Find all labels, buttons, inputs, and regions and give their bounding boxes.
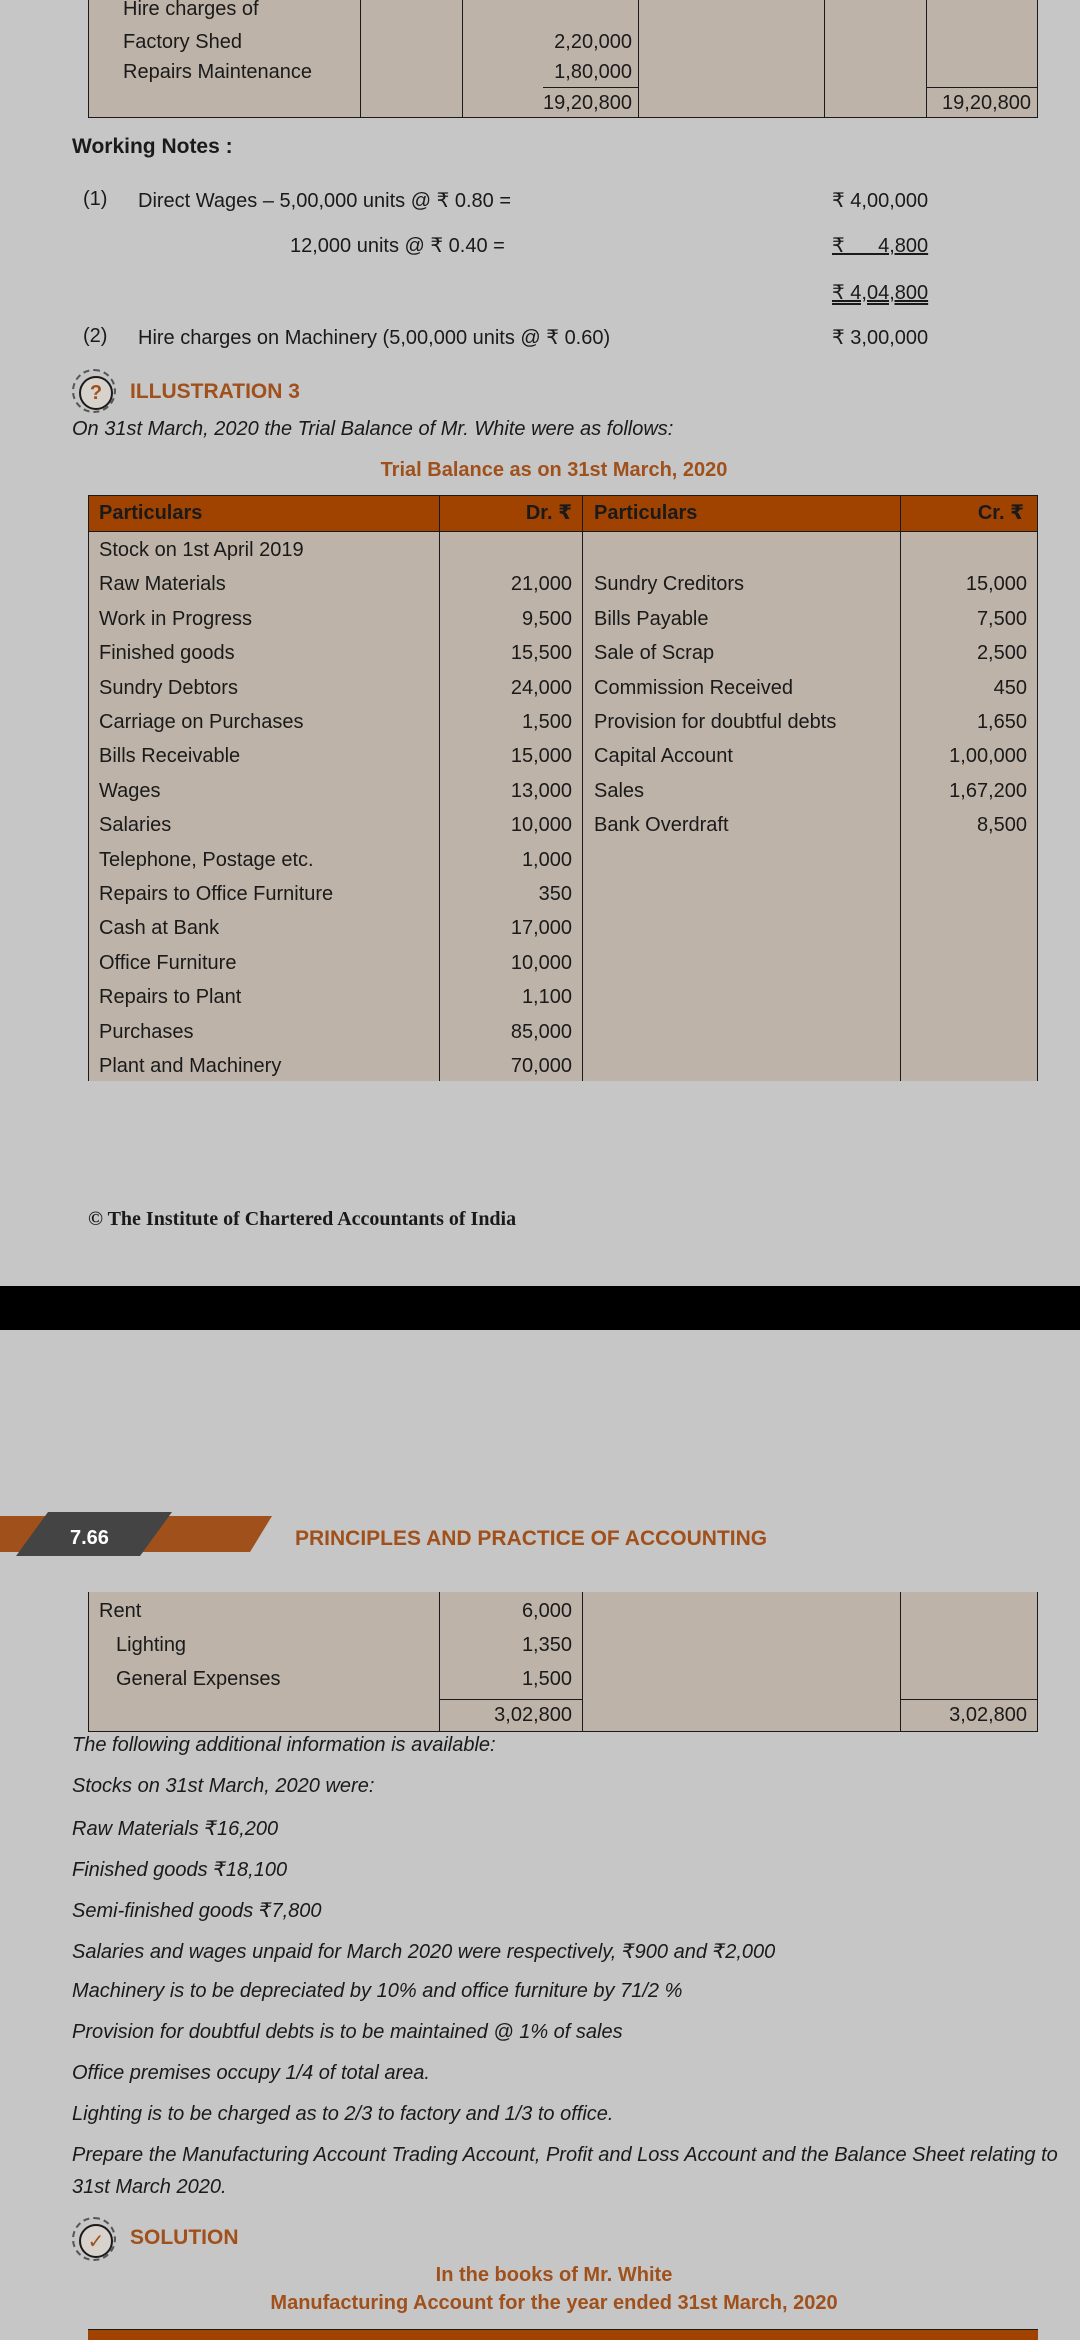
trial-balance-row-label: Provision for doubtful debts <box>594 711 837 733</box>
top-table-row: Repairs Maintenance <box>123 61 312 83</box>
trial-balance-row-label: Bills Payable <box>594 607 709 630</box>
trial-balance-row-label: Sundry Debtors <box>99 676 238 699</box>
info-line: Office premises occupy 1/4 of total area. <box>72 2062 430 2084</box>
trial-balance-row-amount: 10,000 <box>510 951 572 974</box>
info-line: Raw Materials ₹16,200 <box>72 1818 279 1840</box>
illustration-label: ILLUSTRATION 3 <box>130 380 300 403</box>
top-table-row: Factory Shed <box>123 31 242 53</box>
trial-balance-total-cr: 3,02,800 <box>949 1704 1027 1726</box>
top-table-total-cr: 19,20,800 <box>942 92 1031 114</box>
trial-balance-row-amount: 9,500 <box>521 607 572 630</box>
trial-balance-row-amount: 24,000 <box>510 676 572 699</box>
next-table-header <box>88 2330 1038 2340</box>
trial-balance-row-label: Bank Overdraft <box>594 814 729 837</box>
trial-balance-row-label: Sale of Scrap <box>594 642 715 665</box>
trial-balance-row-label: Cash at Bank <box>99 917 220 940</box>
trial-balance-row-label: Wages <box>99 779 161 802</box>
top-table-amount: 1,80,000 <box>554 61 632 83</box>
trial-balance-row-label: Telephone, Postage etc. <box>99 848 314 871</box>
note-text: Direct Wages – 5,00,000 units @ ₹ 0.80 = <box>138 190 512 212</box>
header-dr: Dr. ₹ <box>525 502 572 524</box>
trial-balance-row-amount: 15,000 <box>965 573 1027 596</box>
question-icon: ? <box>79 376 113 410</box>
working-notes-heading: Working Notes : <box>72 135 233 158</box>
trial-balance-row-amount: 1,500 <box>521 711 572 733</box>
trial-balance-row-amount: 17,000 <box>510 917 572 940</box>
trial-balance-row-amount: 15,500 <box>510 642 572 665</box>
solution-label: SOLUTION <box>130 2226 239 2249</box>
info-line: Semi-finished goods ₹7,800 <box>72 1900 322 1922</box>
page-number: 7.66 <box>70 1527 109 1549</box>
note-total: ₹ 4,04,800 <box>832 282 929 304</box>
check-icon: ✓ <box>79 2224 113 2258</box>
trial-balance-row-label: Sales <box>594 779 645 802</box>
trial-balance-row-amount: 85,000 <box>510 1020 572 1043</box>
header-cr: Cr. ₹ <box>977 502 1024 524</box>
info-line: Lighting is to be charged as to 2/3 to factory and 1/3 to office. <box>72 2103 614 2125</box>
top-table-row: Hire charges of <box>123 0 259 20</box>
trial-balance-total-dr: 3,02,800 <box>494 1704 572 1726</box>
trial-balance-row-label: Office Furniture <box>99 951 237 974</box>
account-title: Manufacturing Account for the year ended 31st March, 2020 <box>270 2292 838 2314</box>
info-line: Salaries and wages unpaid for March 2020 were respectively, ₹900 and ₹2,000 <box>72 1941 776 1963</box>
info-line: Prepare the Manufacturing Account Trading Account, Profit and Loss Account and the Balance Sheet relating to <box>72 2144 1058 2166</box>
trial-balance-row-label: Repairs to Office Furniture <box>99 883 334 905</box>
page-header-band <box>0 1508 280 1556</box>
trial-balance-row-amount: 15,000 <box>510 745 572 768</box>
info-line: Provision for doubtful debts is to be maintained @ 1% of sales <box>72 2021 623 2043</box>
trial-balance-row-amount: 2,500 <box>976 642 1027 665</box>
books-title: In the books of Mr. White <box>435 2264 673 2286</box>
trial-balance-row-amount: 1,000 <box>521 848 572 871</box>
header-particulars-cr: Particulars <box>594 502 698 524</box>
trial-balance-row-amount: 8,500 <box>976 814 1027 837</box>
top-table-amount: 2,20,000 <box>554 31 632 53</box>
trial-balance-row-label: Sundry Creditors <box>594 573 745 596</box>
trial-balance-row-label: Bills Receivable <box>99 745 241 768</box>
trial-balance-row-label: Stock on 1st April 2019 <box>99 539 304 561</box>
trial-balance-row-label: Carriage on Purchases <box>99 711 304 733</box>
trial-balance-row-amount: 1,350 <box>521 1634 572 1656</box>
note-amount: ₹ 4,00,000 <box>832 190 929 212</box>
trial-balance-row-amount: 13,000 <box>510 779 572 802</box>
trial-balance-row-amount: 7,500 <box>976 607 1027 630</box>
trial-balance-row-amount: 1,500 <box>521 1668 572 1690</box>
trial-balance-row-amount: 1,67,200 <box>949 779 1027 802</box>
trial-balance-title: Trial Balance as on 31st March, 2020 <box>380 459 728 481</box>
copyright: © The Institute of Chartered Accountants of India <box>88 1208 517 1230</box>
illustration-intro: On 31st March, 2020 the Trial Balance of Mr. White were as follows: <box>72 418 674 440</box>
trial-balance-row-label: Raw Materials <box>99 573 226 596</box>
trial-balance-row-label: Finished goods <box>99 642 235 665</box>
info-line: The following additional information is available: <box>72 1734 496 1756</box>
trial-balance-row-label: Capital Account <box>594 745 733 768</box>
trial-balance-row-amount: 450 <box>993 676 1027 699</box>
trial-balance-row-label: Purchases <box>99 1020 194 1043</box>
trial-balance-row-amount: 10,000 <box>510 814 572 837</box>
page-separator <box>0 1286 1080 1330</box>
trial-balance-row-label: Rent <box>99 1600 142 1622</box>
info-line: Stocks on 31st March, 2020 were: <box>72 1775 375 1797</box>
header-particulars-dr: Particulars <box>99 502 203 524</box>
trial-balance-row-label: Salaries <box>99 814 172 837</box>
info-line: Finished goods ₹18,100 <box>72 1859 288 1881</box>
trial-balance-row-amount: 350 <box>538 883 572 905</box>
page-title: PRINCIPLES AND PRACTICE OF ACCOUNTING <box>295 1527 768 1550</box>
note-text: 12,000 units @ ₹ 0.40 = <box>290 235 505 257</box>
info-line: 31st March 2020. <box>72 2176 227 2198</box>
trial-balance-row-amount: 1,00,000 <box>949 745 1027 768</box>
trial-balance-row-label: Commission Received <box>594 676 793 699</box>
trial-balance-row-amount: 6,000 <box>521 1600 572 1622</box>
note-text: Hire charges on Machinery (5,00,000 units @ ₹ 0.60) <box>138 327 611 349</box>
note-number: (1) <box>83 188 108 210</box>
trial-balance-row-label: Repairs to Plant <box>99 986 242 1009</box>
trial-balance-row-amount: 1,650 <box>976 711 1027 733</box>
trial-balance-row-label: Lighting <box>116 1634 187 1656</box>
info-line: Machinery is to be depreciated by 10% and office furniture by 71/2 % <box>72 1980 683 2002</box>
trial-balance-row-label: Work in Progress <box>99 607 253 630</box>
top-table-total-dr: 19,20,800 <box>543 92 632 114</box>
note-amount: ₹ 3,00,000 <box>832 327 929 349</box>
trial-balance-row-label: Plant and Machinery <box>99 1055 282 1077</box>
trial-balance-row-label: General Expenses <box>116 1668 281 1690</box>
trial-balance-row-amount: 70,000 <box>510 1055 572 1077</box>
trial-balance-row-amount: 21,000 <box>510 573 572 596</box>
note-number: (2) <box>83 325 108 347</box>
note-amount: ₹ 4,800 <box>832 235 929 257</box>
trial-balance-row-amount: 1,100 <box>521 986 572 1009</box>
